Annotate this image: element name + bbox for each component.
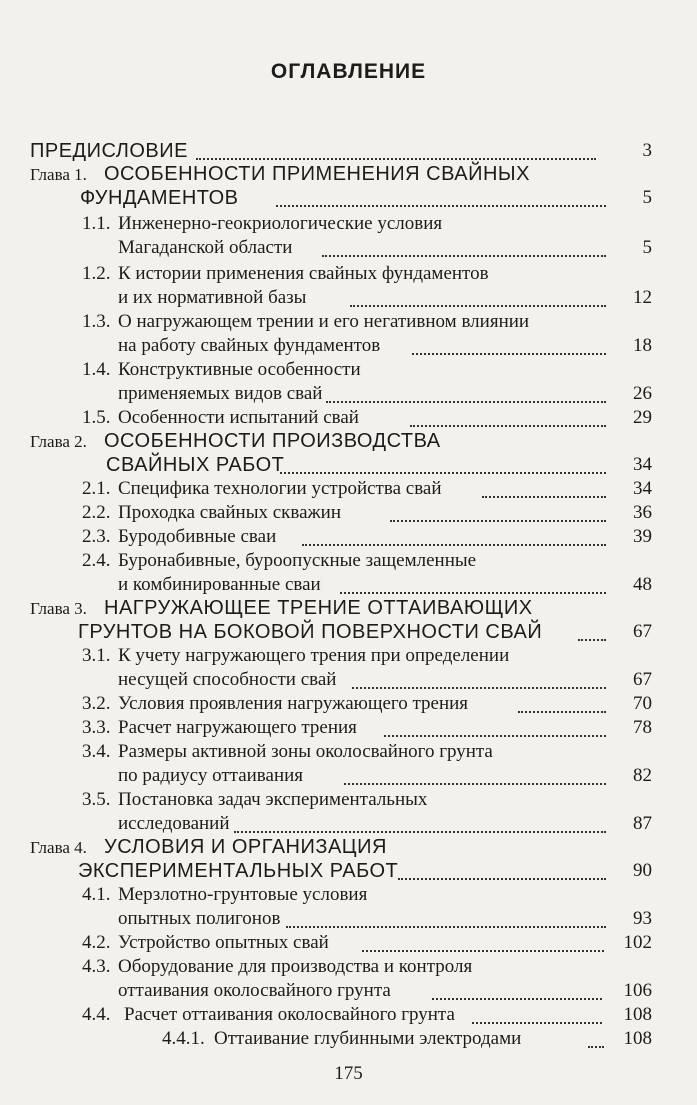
leader-dots bbox=[340, 592, 606, 594]
leader-dots bbox=[588, 1046, 604, 1048]
leader-dots bbox=[286, 926, 606, 928]
section-title-line1: К учету нагружающего трения при определении bbox=[118, 645, 510, 666]
section-number: 1.2. bbox=[82, 263, 111, 284]
toc-page-ref: 26 bbox=[633, 383, 652, 404]
section-title-line1: Условия проявления нагружающего трения bbox=[118, 693, 469, 714]
section-title-line1: Проходка свайных скважин bbox=[118, 502, 341, 523]
toc-page-ref: 87 bbox=[633, 813, 652, 834]
section-number: 2.3. bbox=[82, 526, 111, 547]
section-number: 3.4. bbox=[82, 741, 111, 762]
toc-page-ref: 93 bbox=[633, 908, 652, 929]
section-number: 4.2. bbox=[82, 932, 111, 953]
section-number: 1.4. bbox=[82, 359, 111, 380]
section-number: 1.5. bbox=[82, 407, 111, 428]
section-title-line1: Инженерно-геокриологические условия bbox=[118, 213, 443, 234]
section-title-line2: несущей способности свай bbox=[118, 669, 337, 690]
section-number: 4.1. bbox=[82, 884, 111, 905]
chapter-title-line2: ФУНДАМЕНТОВ bbox=[80, 187, 239, 209]
toc-page-ref: 5 bbox=[642, 187, 652, 208]
leader-dots bbox=[472, 1022, 602, 1024]
page-number: 175 bbox=[334, 1063, 363, 1084]
toc-page-ref: 36 bbox=[633, 502, 652, 523]
leader-dots bbox=[280, 472, 606, 474]
section-title-line1: Расчет нагружающего трения bbox=[118, 717, 357, 738]
section-number: 3.2. bbox=[82, 693, 111, 714]
section-number: 4.4.1. bbox=[162, 1028, 205, 1049]
section-title-line1: Буронабивные, буроопускные защемленные bbox=[118, 550, 477, 571]
leader-dots bbox=[276, 205, 606, 207]
section-title-line1: Специфика технологии устройства свай bbox=[118, 478, 442, 499]
section-title-line1: Особенности испытаний свай bbox=[118, 407, 359, 428]
section-number: 2.4. bbox=[82, 550, 111, 571]
section-title-line1: Расчет оттаивания околосвайного грунта bbox=[124, 1004, 455, 1025]
chapter-label: Глава 3. bbox=[30, 599, 87, 618]
section-title-line2: на работу свайных фундаментов bbox=[118, 335, 381, 356]
leader-dots bbox=[578, 639, 606, 641]
leader-dots bbox=[234, 831, 606, 833]
leader-dots bbox=[196, 158, 596, 160]
toc-page-ref: 18 bbox=[633, 335, 652, 356]
toc-page-ref: 34 bbox=[633, 454, 652, 475]
section-title-line2: применяемых видов свай bbox=[118, 383, 323, 404]
section-number: 3.3. bbox=[82, 717, 111, 738]
toc-page-ref: 3 bbox=[642, 140, 652, 161]
section-title-line2: опытных полигонов bbox=[118, 908, 281, 929]
toc-page-ref: 5 bbox=[642, 237, 652, 258]
leader-dots bbox=[302, 544, 606, 546]
section-title-line1: Устройство опытных свай bbox=[118, 932, 329, 953]
section-number: 1.3. bbox=[82, 311, 111, 332]
leader-dots bbox=[326, 401, 606, 403]
leader-dots bbox=[482, 496, 606, 498]
leader-dots bbox=[518, 711, 606, 713]
leader-dots bbox=[350, 305, 606, 307]
leader-dots bbox=[390, 520, 606, 522]
leader-dots bbox=[412, 353, 606, 355]
section-title-line1: Оттаивание глубинными электродами bbox=[214, 1028, 522, 1049]
section-title-line1: Мерзлотно-грунтовые условия bbox=[118, 884, 368, 905]
section-number: 2.2. bbox=[82, 502, 111, 523]
section-title-line1: Конструктивные особенности bbox=[118, 359, 361, 380]
toc-page-ref: 34 bbox=[633, 478, 652, 499]
leader-dots bbox=[322, 255, 606, 257]
section-title-line2: и их нормативной базы bbox=[118, 287, 307, 308]
chapter-title-line2: ГРУНТОВ НА БОКОВОЙ ПОВЕРХНОСТИ СВАЙ bbox=[78, 621, 543, 643]
toc-page-ref: 48 bbox=[633, 574, 652, 595]
toc-page-ref: 106 bbox=[623, 980, 652, 1001]
section-number: 4.3. bbox=[82, 956, 111, 977]
section-title-line2: по радиусу оттаивания bbox=[118, 765, 304, 786]
section-number: 3.1. bbox=[82, 645, 111, 666]
section-title-line2: Магаданской области bbox=[118, 237, 293, 258]
leader-dots bbox=[352, 687, 606, 689]
chapter-label: Глава 1. bbox=[30, 165, 87, 184]
section-number: 2.1. bbox=[82, 478, 111, 499]
section-title-line2: и комбинированные сваи bbox=[118, 574, 321, 595]
toc-page-ref: 39 bbox=[633, 526, 652, 547]
leader-dots bbox=[398, 878, 606, 880]
toc-page-ref: 90 bbox=[633, 860, 652, 881]
section-number: 1.1. bbox=[82, 213, 111, 234]
leader-dots bbox=[344, 783, 606, 785]
chapter-title-line1: УСЛОВИЯ И ОРГАНИЗАЦИЯ bbox=[104, 836, 387, 858]
toc-page-ref: 108 bbox=[623, 1028, 652, 1049]
chapter-title-line1: ОСОБЕННОСТИ ПРОИЗВОДСТВА bbox=[104, 430, 441, 452]
leader-dots bbox=[410, 425, 606, 427]
section-title-line1: Оборудование для производства и контроля bbox=[118, 956, 473, 977]
chapter-label: Глава 4. bbox=[30, 838, 87, 857]
toc-page-ref: 82 bbox=[633, 765, 652, 786]
toc-page-ref: 108 bbox=[623, 1004, 652, 1025]
section-number: 4.4. bbox=[82, 1004, 111, 1025]
section-title-line1: Постановка задач экспериментальных bbox=[118, 789, 428, 810]
section-title-line1: О нагружающем трении и его негативном влиянии bbox=[118, 311, 530, 332]
bleed-through-decoration bbox=[400, 90, 404, 106]
toc-page-ref: 29 bbox=[633, 407, 652, 428]
leader-dots bbox=[362, 950, 604, 952]
toc-page-ref: 67 bbox=[633, 669, 652, 690]
chapter-title-line2: ЭКСПЕРИМЕНТАЛЬНЫХ РАБОТ bbox=[78, 860, 399, 882]
leader-dots bbox=[384, 735, 606, 737]
section-title-line1: Размеры активной зоны околосвайного грунта bbox=[118, 741, 493, 762]
toc-preface-text: ПРЕДИСЛОВИЕ bbox=[30, 140, 188, 162]
chapter-title-line1: НАГРУЖАЮЩЕЕ ТРЕНИЕ ОТТАИВАЮЩИХ bbox=[104, 597, 533, 619]
toc-page-ref: 70 bbox=[633, 693, 652, 714]
section-title-line2: оттаивания околосвайного грунта bbox=[118, 980, 391, 1001]
chapter-title-line1: ОСОБЕННОСТИ ПРИМЕНЕНИЯ СВАЙНЫХ bbox=[104, 163, 530, 185]
section-title-line1: Буродобивные сваи bbox=[118, 526, 277, 547]
section-title-line1: К истории применения свайных фундаментов bbox=[118, 263, 489, 284]
toc-page-ref: 12 bbox=[633, 287, 652, 308]
toc-page-ref: 102 bbox=[623, 932, 652, 953]
section-title-line2: исследований bbox=[118, 813, 230, 834]
toc-page-ref: 78 bbox=[633, 717, 652, 738]
leader-dots bbox=[432, 998, 602, 1000]
page-title: ОГЛАВЛЕНИЕ bbox=[270, 60, 427, 83]
chapter-label: Глава 2. bbox=[30, 432, 87, 451]
section-number: 3.5. bbox=[82, 789, 111, 810]
toc-page-ref: 67 bbox=[633, 621, 652, 642]
chapter-title-line2: СВАЙНЫХ РАБОТ bbox=[106, 454, 285, 476]
